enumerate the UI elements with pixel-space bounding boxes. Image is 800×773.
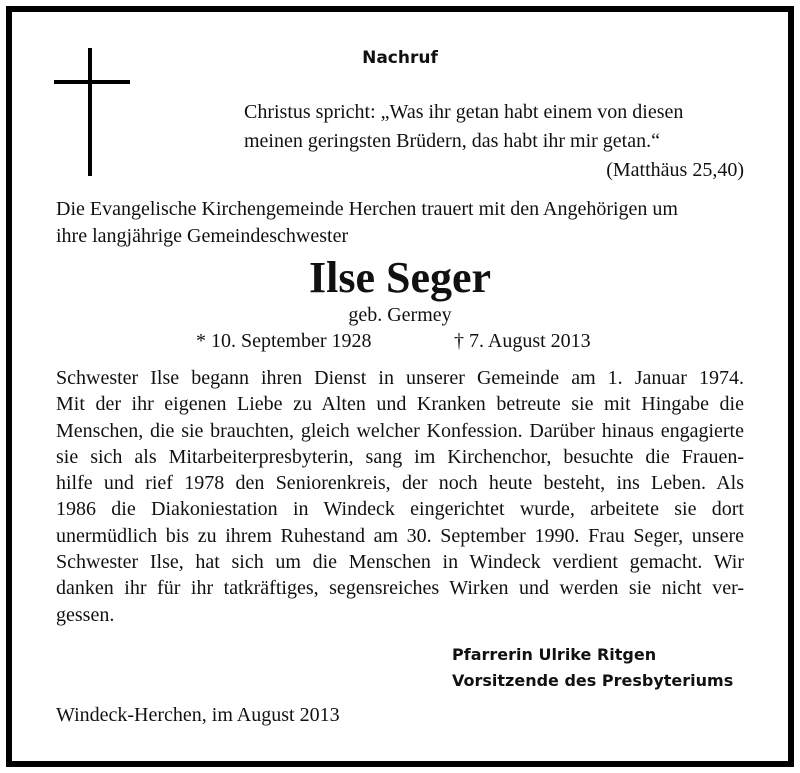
body-line: sie sich als Mitarbeiterpresbyterin, sang im Kirchenchor, besuchte die Frauen- bbox=[56, 445, 744, 468]
body-line: unermüdlich bis zu ihrem Ruhestand am 30. September 1990. Frau Seger, unsere bbox=[56, 524, 744, 547]
bible-quote-line: meinen geringsten Brüdern, das habt ihr mir getan.“ bbox=[244, 130, 660, 152]
deceased-name: Ilse Seger bbox=[308, 253, 492, 302]
bible-quote-reference: (Matthäus 25,40) bbox=[606, 159, 744, 181]
obituary-heading: Nachruf bbox=[362, 48, 438, 68]
body-line: Schwester Ilse begann ihren Dienst in unserer Gemeinde am 1. Januar 1974. bbox=[56, 367, 744, 389]
body-line: gessen. bbox=[56, 603, 115, 626]
signature-name: Pfarrerin Ulrike Ritgen bbox=[452, 645, 657, 664]
body-line: 1986 die Diakoniestation in Windeck eingerichtet wurde, arbeitete sie dort bbox=[56, 498, 744, 521]
birth-name: geb. Germey bbox=[348, 304, 452, 326]
intro-text bbox=[56, 196, 756, 250]
body-line: hilfe und rief 1978 den Seniorenkreis, der noch heute besteht, ins Leben. Als bbox=[56, 472, 744, 495]
birth-date: * 10. September 1928 bbox=[196, 330, 372, 352]
latin-cross-icon bbox=[54, 48, 130, 176]
signature-block bbox=[452, 642, 733, 694]
body-line: Menschen, die sie brauchten, gleich welcher Konfession. Darüber hinaus engagierte bbox=[56, 419, 744, 442]
place-date: Windeck-Herchen, im August 2013 bbox=[56, 704, 340, 726]
obituary-body bbox=[56, 365, 744, 628]
bible-quote bbox=[244, 98, 744, 156]
body-line: Mit der ihr eigenen Liebe zu Alten und Kranken betreute sie mit Hingabe die bbox=[56, 393, 744, 416]
bible-quote-line: Christus spricht: „Was ihr getan habt einem von diesen bbox=[244, 101, 684, 123]
body-line: danken ihr für ihr tatkräftiges, segensreiches Wirken und werden sie nicht ver- bbox=[56, 577, 744, 600]
intro-line: Die Evangelische Kirchengemeinde Herchen trauert mit den Angehörigen um bbox=[56, 198, 678, 220]
body-line: Schwester Ilse, hat sich um die Menschen in Windeck verdient gemacht. Wir bbox=[56, 551, 744, 574]
signature-role: Vorsitzende des Presbyteriums bbox=[452, 671, 734, 690]
death-date: † 7. August 2013 bbox=[454, 330, 591, 352]
intro-line: ihre langjährige Gemeindeschwester bbox=[56, 225, 349, 247]
